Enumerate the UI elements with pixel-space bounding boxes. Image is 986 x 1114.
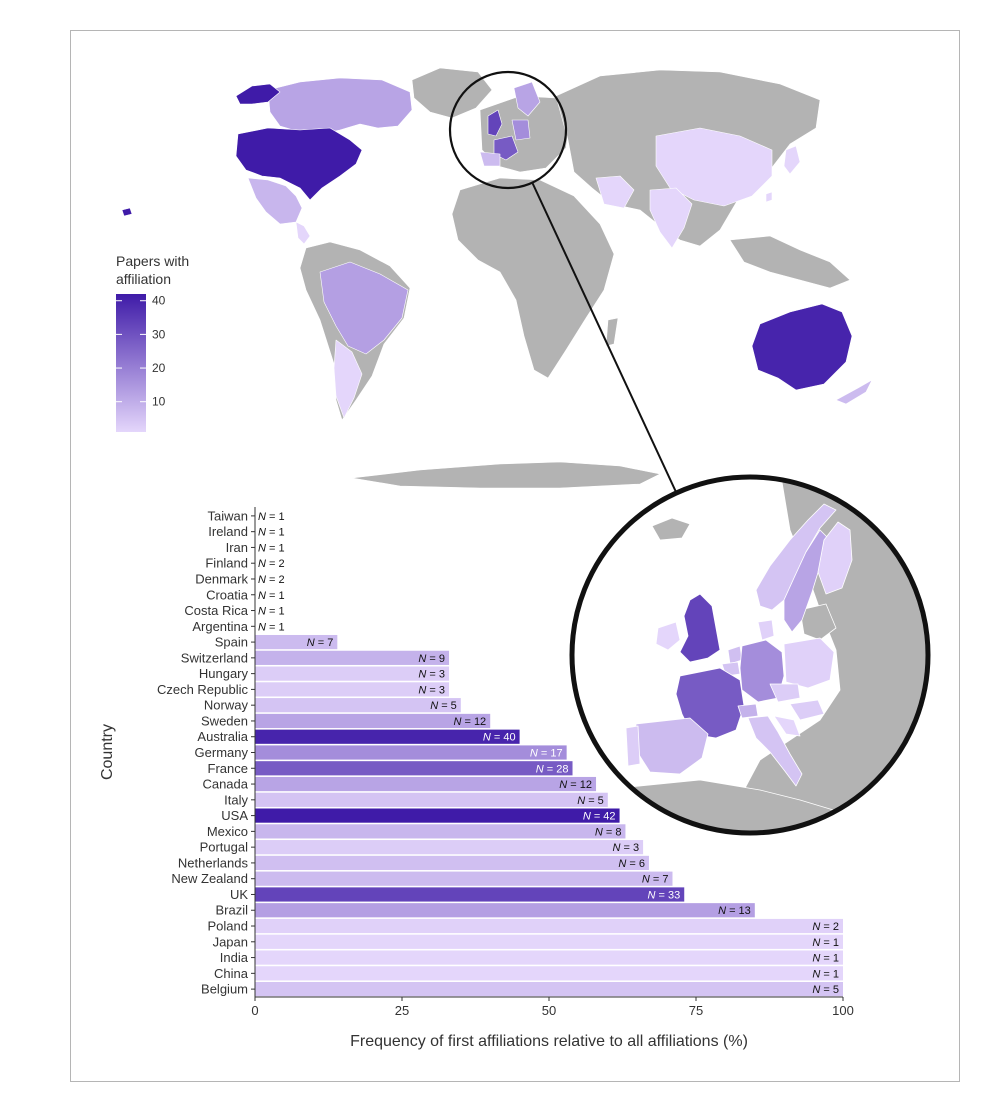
- bar: [255, 950, 843, 964]
- x-tick-label: 100: [832, 1003, 854, 1018]
- bar-n-label: N = 6: [618, 857, 645, 870]
- world-map: [122, 68, 872, 488]
- y-tick-label: Portugal: [199, 839, 248, 855]
- bar-n-label: N = 33: [647, 889, 681, 902]
- y-axis-title: Country: [99, 723, 116, 781]
- y-tick-label: Czech Republic: [156, 681, 248, 697]
- y-tick-label: Croatia: [206, 587, 248, 603]
- bar: [255, 745, 567, 759]
- bar-n-label: N = 2: [812, 921, 839, 934]
- y-tick-label: India: [219, 950, 248, 966]
- map-legend: [116, 253, 189, 432]
- inset-portugal: [626, 726, 640, 766]
- legend-title-line2: affiliation: [116, 271, 172, 287]
- bar-n-label: N = 1: [258, 510, 285, 523]
- bar-n-label: N = 40: [482, 731, 516, 744]
- europe-inset: [572, 470, 940, 840]
- x-tick-label: 25: [394, 1003, 410, 1018]
- y-tick-label: Denmark: [195, 571, 248, 587]
- inset-switzerland: [738, 704, 758, 718]
- legend-tick-label: 30: [152, 327, 166, 342]
- y-tick-label: Argentina: [192, 618, 248, 634]
- map-africa: [452, 178, 614, 378]
- x-ticks: [251, 997, 853, 1018]
- bar: [255, 856, 649, 870]
- x-axis-title: Frequency of first affiliations relative to all affiliations (%): [350, 1033, 748, 1050]
- y-tick-label: Norway: [203, 697, 248, 713]
- map-central-america: [296, 222, 310, 244]
- bar: [255, 730, 520, 744]
- y-tick-label: Finland: [205, 555, 248, 571]
- y-tick-label: Poland: [207, 918, 248, 934]
- map-taiwan: [766, 192, 772, 202]
- x-tick-label: 0: [251, 1003, 259, 1018]
- bar: [255, 935, 843, 949]
- legend-tick-label: 20: [152, 361, 166, 376]
- bar: [255, 808, 620, 822]
- y-tick-label: France: [207, 760, 248, 776]
- bar-n-label: N = 1: [258, 605, 285, 618]
- map-canada: [268, 78, 412, 134]
- y-tick-label: Australia: [197, 729, 248, 745]
- bar-n-label: N = 17: [529, 747, 563, 760]
- bar-n-label: N = 5: [430, 700, 457, 713]
- bar-n-label: N = 3: [418, 668, 446, 681]
- bar-n-label: N = 1: [258, 542, 285, 555]
- y-tick-label: Netherlands: [177, 855, 248, 871]
- bar-n-label: N = 28: [535, 763, 569, 776]
- y-tick-label: Germany: [194, 745, 248, 760]
- map-spain: [480, 152, 500, 166]
- y-tick-label: Taiwan: [207, 508, 248, 524]
- bar-n-label: N = 1: [258, 526, 285, 539]
- bar-n-label: N = 1: [258, 621, 285, 634]
- map-japan: [784, 146, 800, 174]
- bar-n-label: N = 2: [258, 558, 285, 571]
- map-se-asia: [730, 236, 850, 288]
- bar-n-label: N = 42: [582, 810, 616, 823]
- bar-n-label: N = 9: [418, 652, 446, 665]
- legend-tick-label: 40: [152, 293, 166, 308]
- y-tick-label: Hungary: [198, 666, 248, 682]
- bar: [255, 966, 843, 980]
- bar: [255, 903, 755, 917]
- bar: [255, 887, 684, 901]
- bar: [255, 761, 573, 775]
- bar-n-label: N = 13: [718, 905, 751, 918]
- legend-colorbar: [116, 294, 146, 432]
- bar: [255, 840, 643, 854]
- bar: [255, 919, 843, 933]
- bar-n-label: N = 8: [594, 826, 622, 839]
- bar-n-label: N = 12: [559, 779, 593, 792]
- bar-n-label: N = 1: [812, 968, 839, 981]
- bar: [255, 777, 596, 791]
- y-tick-label: Spain: [214, 634, 248, 650]
- y-tick-label: UK: [229, 886, 248, 902]
- y-tick-label: Brazil: [215, 902, 248, 918]
- y-tick-label: Sweden: [201, 713, 248, 729]
- bar: [255, 824, 625, 838]
- bar-n-label: N = 5: [577, 794, 604, 807]
- bar-n-label: N = 7: [641, 873, 669, 886]
- bar-n-label: N = 3: [612, 842, 640, 855]
- map-antarctica: [352, 462, 660, 488]
- bar: [255, 982, 843, 996]
- bar-n-label: N = 1: [812, 936, 839, 949]
- y-tick-label: Costa Rica: [184, 603, 248, 619]
- bar: [255, 872, 672, 886]
- y-tick-label: USA: [221, 808, 248, 824]
- legend-title-line1: Papers with: [116, 253, 190, 269]
- x-tick-label: 50: [541, 1003, 557, 1018]
- bar-n-label: N = 2: [258, 573, 285, 586]
- legend-tick-label: 10: [152, 394, 166, 409]
- map-madagascar: [606, 318, 618, 346]
- bar-n-label: N = 1: [812, 952, 839, 965]
- x-tick-label: 75: [688, 1003, 704, 1018]
- y-tick-label: Ireland: [208, 524, 248, 540]
- y-tick-label: China: [214, 965, 248, 981]
- map-hawaii: [122, 208, 132, 216]
- bar-n-label: N = 12: [453, 715, 487, 728]
- y-tick-label: Belgium: [201, 981, 248, 997]
- y-tick-label: Switzerland: [180, 650, 248, 666]
- bar: [255, 793, 608, 807]
- bar-n-label: N = 7: [306, 637, 334, 650]
- inset-poland: [784, 638, 834, 688]
- y-tick-labels: [157, 508, 255, 996]
- bar-n-label: N = 5: [812, 984, 839, 997]
- map-new-zealand: [836, 380, 872, 404]
- bar-n-label: N = 1: [258, 589, 285, 602]
- y-tick-label: New Zealand: [171, 871, 248, 887]
- y-tick-label: Mexico: [206, 823, 248, 839]
- map-australia: [752, 304, 852, 390]
- y-tick-label: Canada: [202, 776, 248, 792]
- y-tick-label: Italy: [224, 792, 248, 808]
- y-tick-label: Japan: [212, 934, 248, 950]
- y-tick-label: Iran: [225, 539, 248, 555]
- bar-n-label: N = 3: [418, 684, 446, 697]
